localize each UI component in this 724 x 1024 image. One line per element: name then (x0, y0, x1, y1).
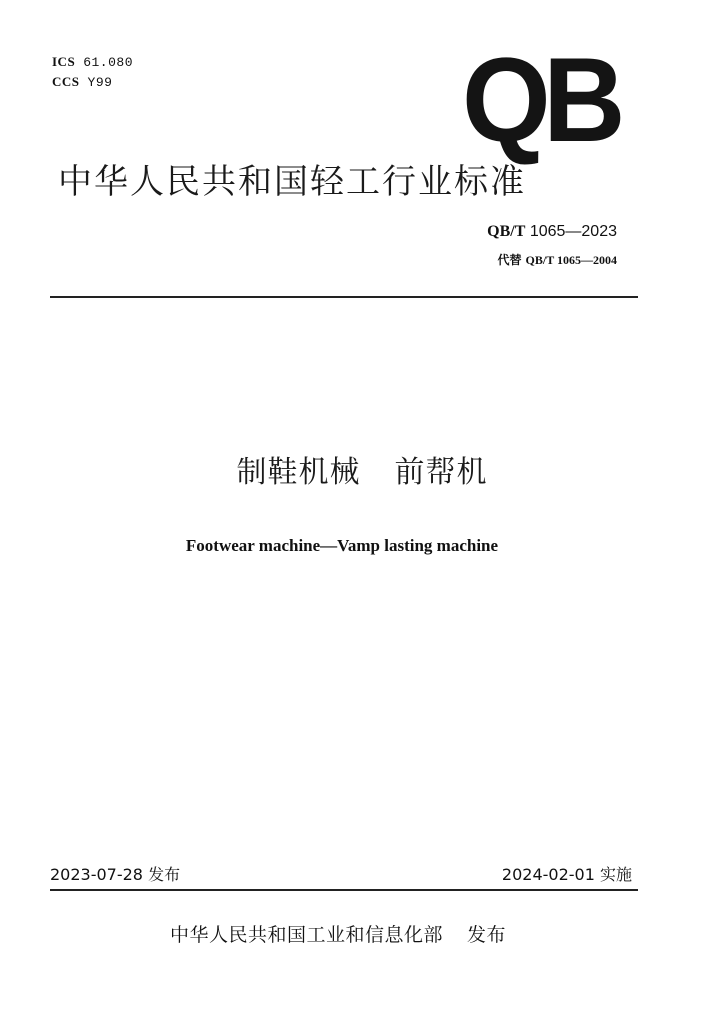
publisher-name: 中华人民共和国工业和信息化部 (170, 924, 444, 946)
title-part-1: 制鞋机械 (236, 455, 361, 490)
top-divider (50, 296, 638, 298)
ics-code (52, 54, 133, 70)
implementation-date: 2024-02-01 实施 (501, 865, 632, 884)
ccs-value: Y99 (87, 75, 113, 90)
replaces-standard (498, 251, 617, 268)
document-title (0, 447, 724, 491)
ics-label: ICS (52, 54, 76, 69)
standard-prefix: QB/T (487, 223, 526, 240)
replaces-label: 代替 (497, 253, 522, 267)
bottom-divider (50, 889, 638, 891)
qb-logo: QB (462, 33, 618, 167)
standard-number (487, 223, 617, 241)
publisher (170, 920, 506, 947)
standard-num: 1065—2023 (529, 223, 617, 240)
title-part-2: 前帮机 (394, 455, 488, 490)
ccs-code (52, 74, 112, 90)
replaces-number: QB/T 1065—2004 (525, 253, 617, 267)
issue-date: 2023-07-28 发布 (50, 865, 181, 884)
publisher-action: 发布 (467, 924, 507, 946)
ccs-label: CCS (52, 74, 80, 89)
org-title: 中华人民共和国轻工行业标准 (58, 162, 526, 202)
english-title: Footwear machine—Vamp lasting machine (185, 536, 499, 555)
ics-value: 61.080 (83, 55, 133, 70)
